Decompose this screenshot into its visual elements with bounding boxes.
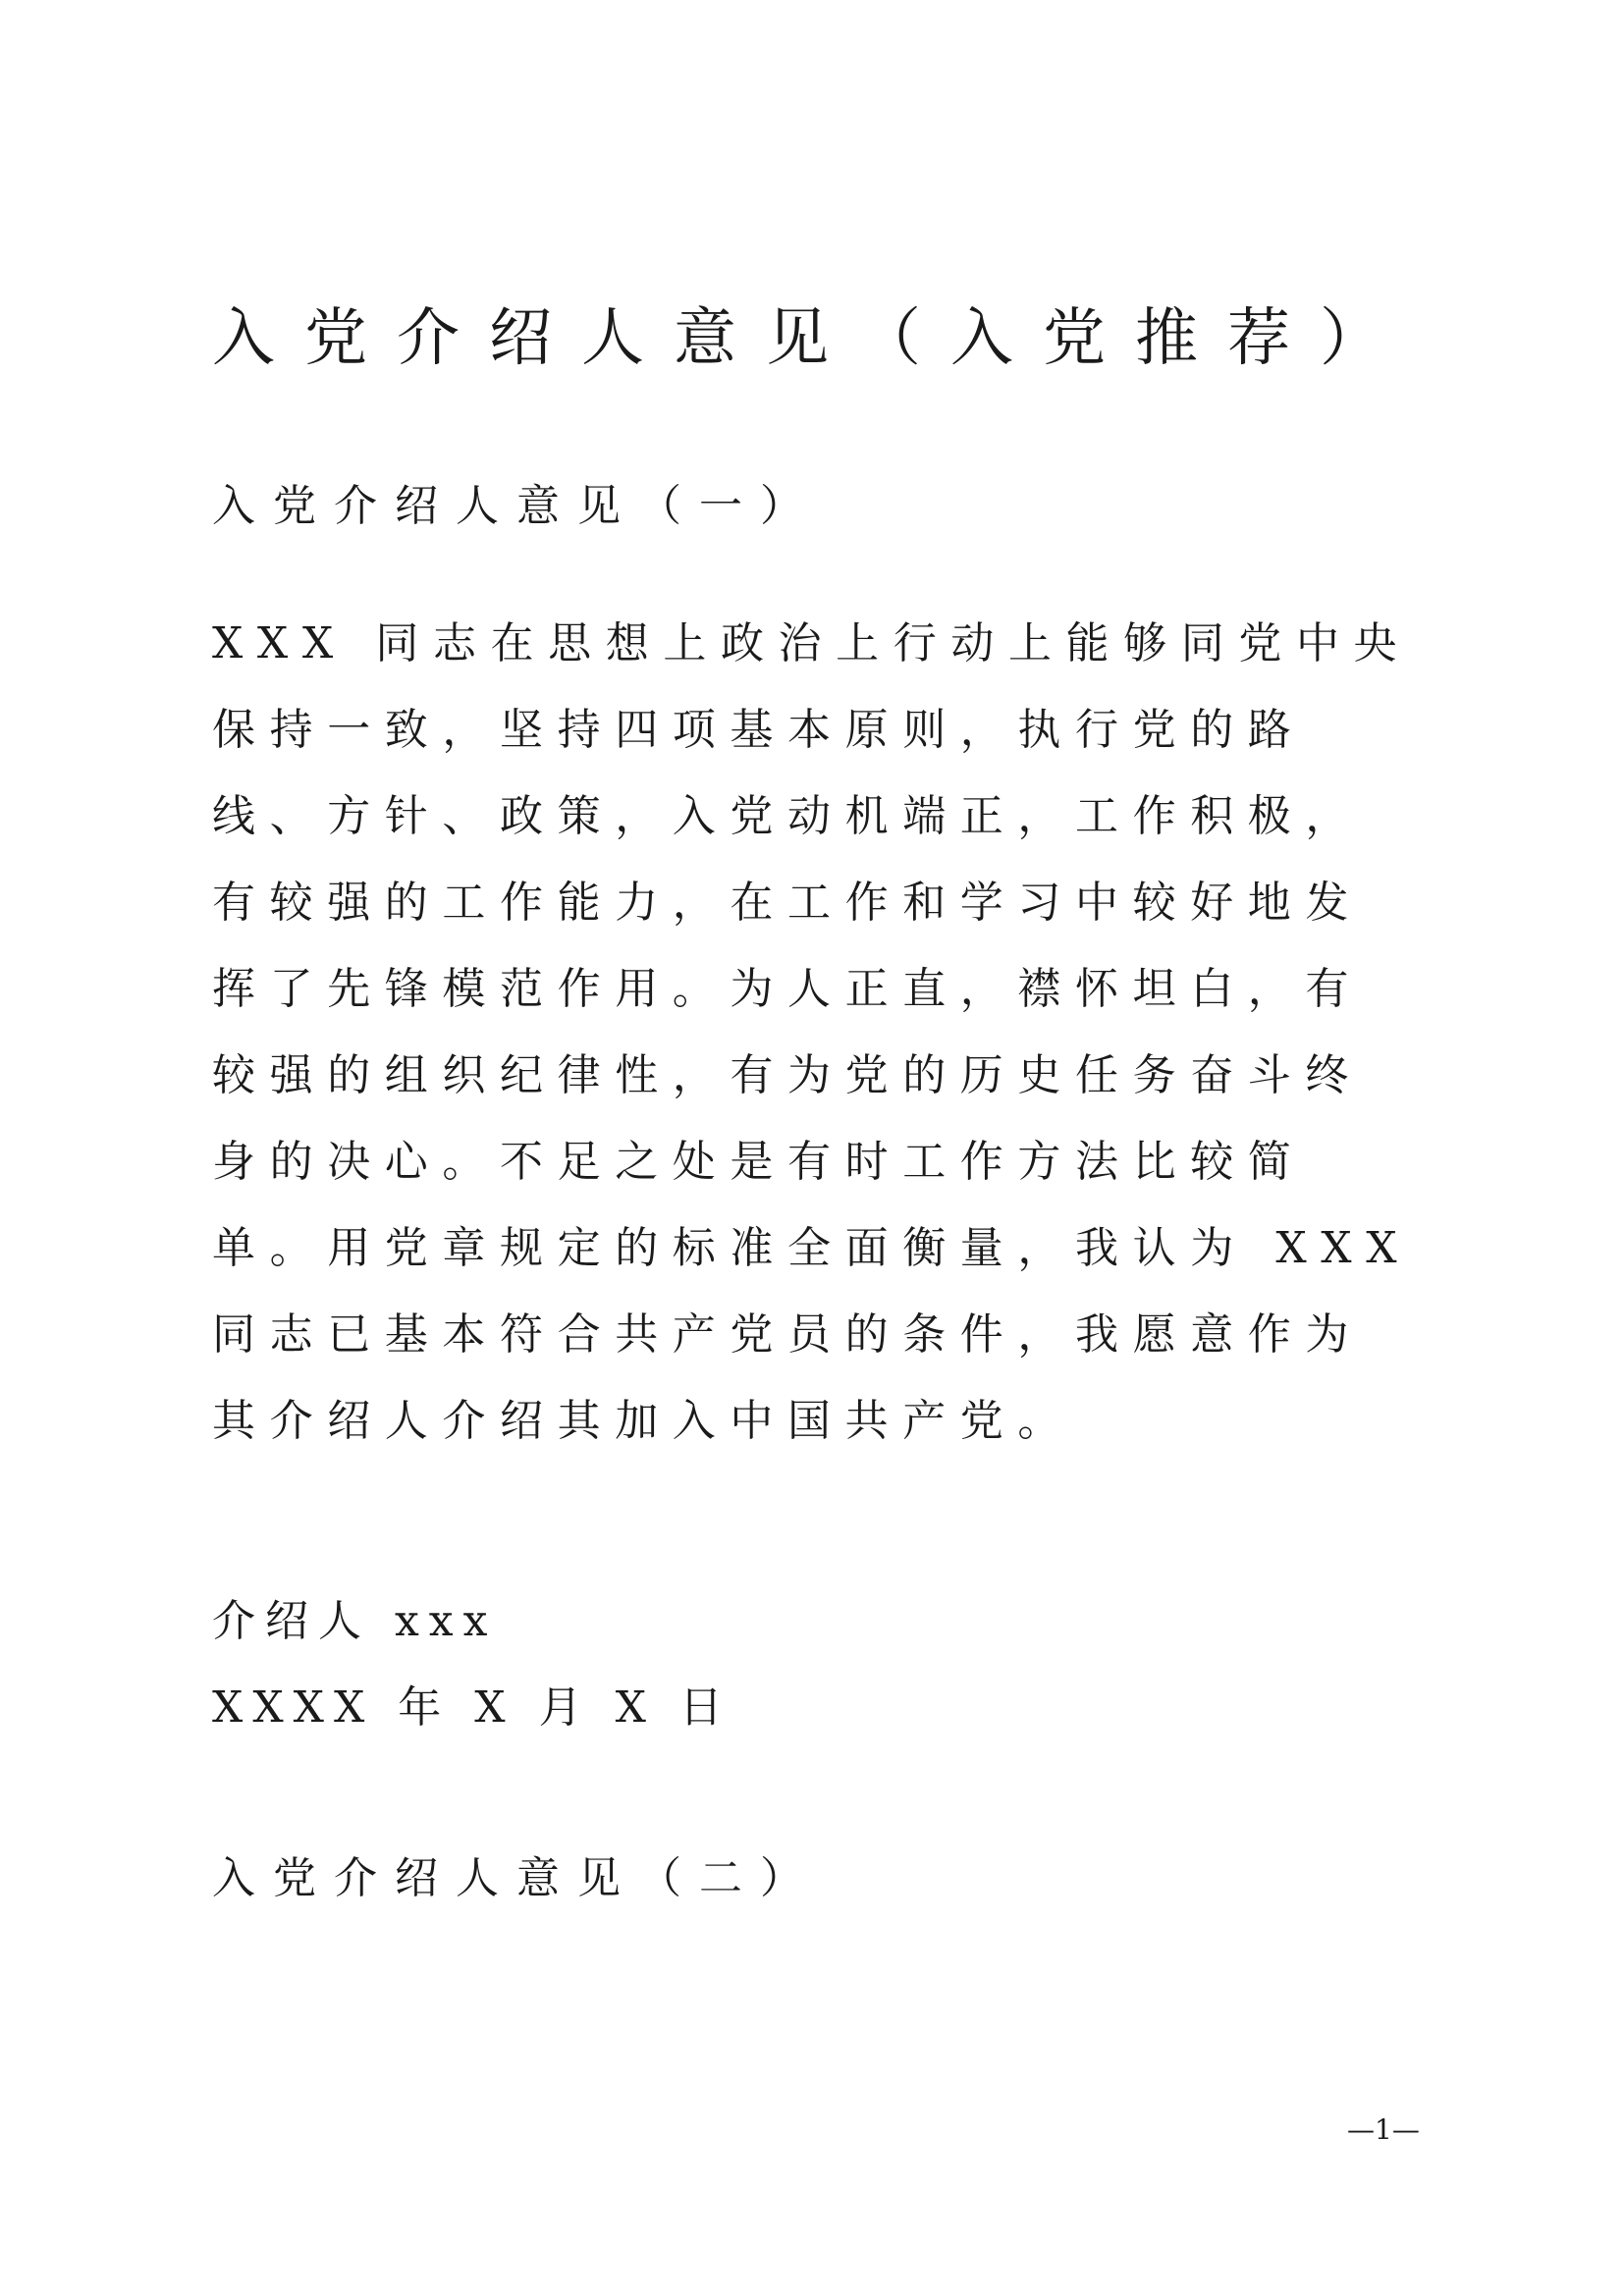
- introducer-signature: 介绍人 xxx: [212, 1596, 498, 1646]
- signature-date: XXXX 年 X 月 X 日: [212, 1682, 732, 1733]
- section-1-body-paragraph: XXX 同志在思想上政治上行动上能够同党中央保持一致，坚持四项基本原则，执行党的路线、方针、政策，入党动机端正，工作积极，有较强的工作能力，在工作和学习中较好地发挥了先锋模范作用。为人正直，襟怀坦白，有较强的组织纪律性，有为党的历史任务奋斗终身的决心。不足之处是有时工作方法比较简单。用党章规定的标准全面衡量，我认为 XXX 同志已基本符合共产党员的条件，我愿意作为其介绍人介绍其加入中国共产党。: [212, 618, 1412, 1446]
- section-heading-2: 入党介绍人意见（二）: [212, 1853, 821, 1903]
- page-number: —1—: [1347, 2113, 1420, 2146]
- document-title: 入党介绍人意见（入党推荐）: [212, 302, 1412, 375]
- section-heading-1: 入党介绍人意见（一）: [212, 481, 821, 531]
